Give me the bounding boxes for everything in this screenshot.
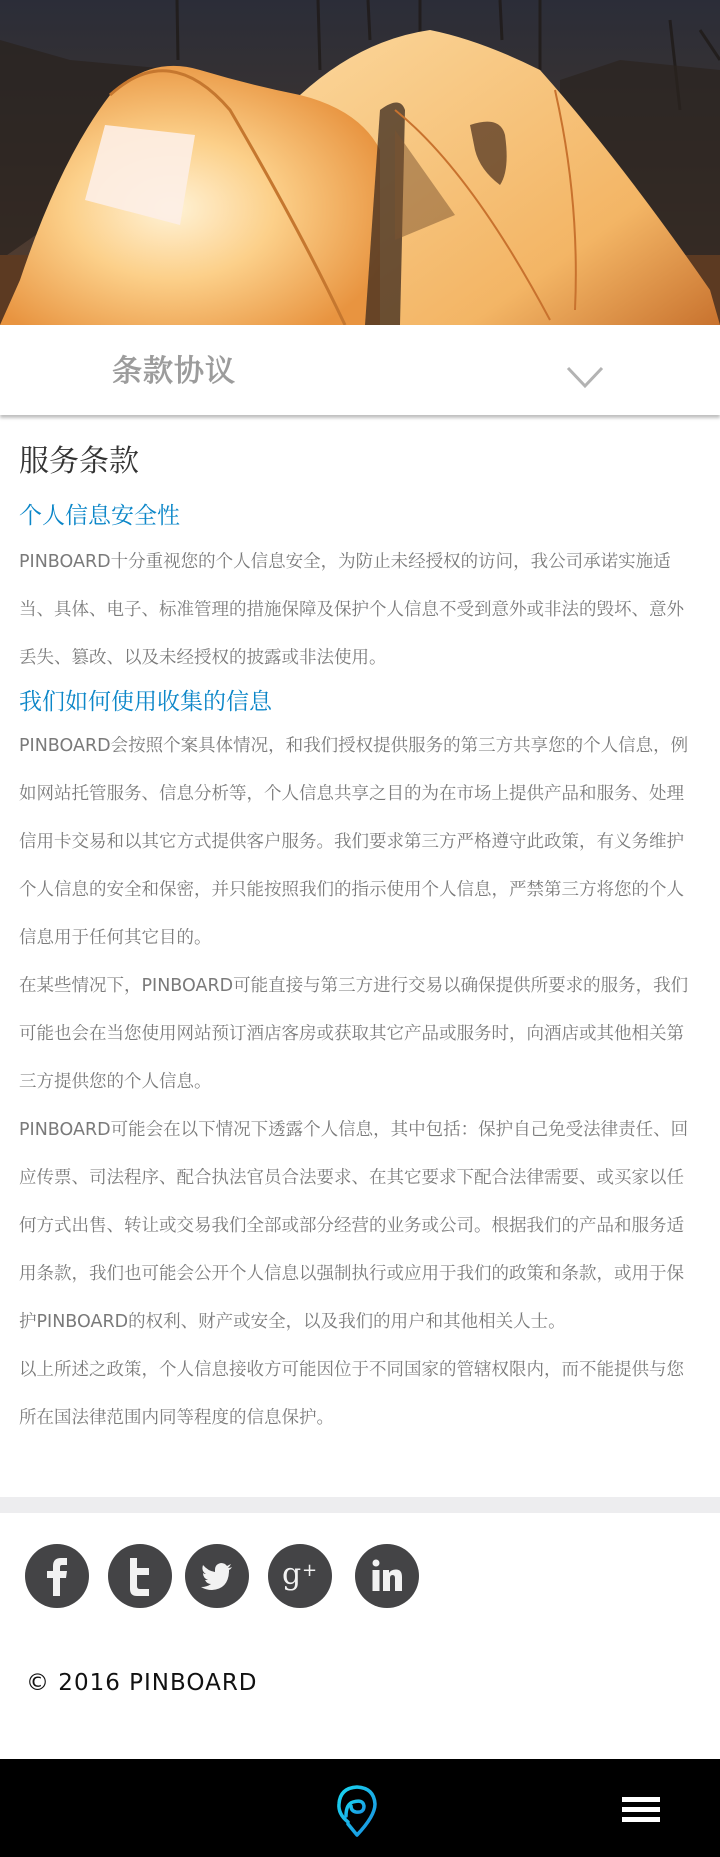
accordion-title: 条款协议 [112, 354, 236, 389]
svg-text:g: g [282, 1557, 302, 1592]
section-heading-how-we-use-info: 我们如何使用收集的信息 [19, 689, 272, 715]
tumblr-link[interactable] [108, 1544, 172, 1608]
paragraph: 在某些情况下，PINBOARD可能直接与第三方进行交易以确保提供所要求的服务，我们可能也会在当您使用网站预订酒店客房或获取其它产品或服务时，向酒店或其他相关第三方提供您的个人信息。 [19, 976, 689, 1092]
hamburger-menu-icon[interactable] [622, 1797, 662, 1823]
page-title: 服务条款 [19, 444, 139, 479]
copyright-text: © 2016 PINBOARD [26, 1670, 258, 1696]
google-plus-link[interactable] [268, 1544, 332, 1608]
svg-text:+: + [302, 1560, 318, 1581]
hero-image [0, 0, 720, 325]
facebook-link[interactable] [25, 1544, 89, 1608]
section-divider [0, 1497, 720, 1513]
hamburger-line [622, 1807, 660, 1812]
paragraph: PINBOARD可能会在以下情况下透露个人信息，其中包括：保护自己免受法律责任、回应传票、司法程序、配合执法官员合法要求、在其它要求下配合法律需要、或买家以任何方式出售、转让或交易我们全部或部分经营的业务或公司。根据我们的产品和服务适用条款，我们也可能会公开个人信息以强制执行或应用于我们的政策和条款，或用于保护PINBOARD的权利、财产或安全，以及我们的用户和其他相关人士。 [19, 1120, 689, 1332]
pinboard-logo-icon[interactable] [336, 1784, 378, 1838]
terms-content [19, 432, 699, 1442]
twitter-link[interactable] [185, 1544, 249, 1608]
terms-accordion-toggle[interactable] [0, 325, 720, 415]
linkedin-link[interactable] [355, 1544, 419, 1608]
tumblr-icon [127, 1556, 153, 1596]
section-heading-personal-info-security: 个人信息安全性 [19, 503, 180, 529]
facebook-icon [44, 1556, 70, 1596]
paragraph: PINBOARD会按照个案具体情况，和我们授权提供服务的第三方共享您的个人信息，例如网站托管服务、信息分析等，个人信息共享之目的为在市场上提供产品和服务、处理信用卡交易和以其它方式提供客户服务。我们要求第三方严格遵守此政策，有义务维护个人信息的安全和保密，并只能按照我们的指示使用个人信息，严禁第三方将您的个人信息用于任何其它目的。 [19, 736, 689, 948]
chevron-down-icon[interactable] [566, 362, 604, 390]
hamburger-line [622, 1797, 660, 1802]
google-plus-icon [280, 1556, 320, 1596]
tent-illustration [0, 0, 720, 325]
linkedin-icon [371, 1559, 403, 1593]
paragraph: PINBOARD十分重视您的个人信息安全，为防止未经授权的访问，我公司承诺实施适当、具体、电子、标准管理的措施保障及保护个人信息不受到意外或非法的毁坏、意外丢失、篡改、以及未经授权的披露或非法使用。 [19, 552, 684, 668]
paragraph: 以上所述之政策，个人信息接收方可能因位于不同国家的管辖权限内，而不能提供与您所在国法律范围内同等程度的信息保护。 [19, 1360, 684, 1428]
bottom-nav-bar [0, 1759, 720, 1857]
social-links [0, 1544, 720, 1608]
hamburger-line [622, 1817, 660, 1822]
twitter-icon [200, 1561, 234, 1591]
